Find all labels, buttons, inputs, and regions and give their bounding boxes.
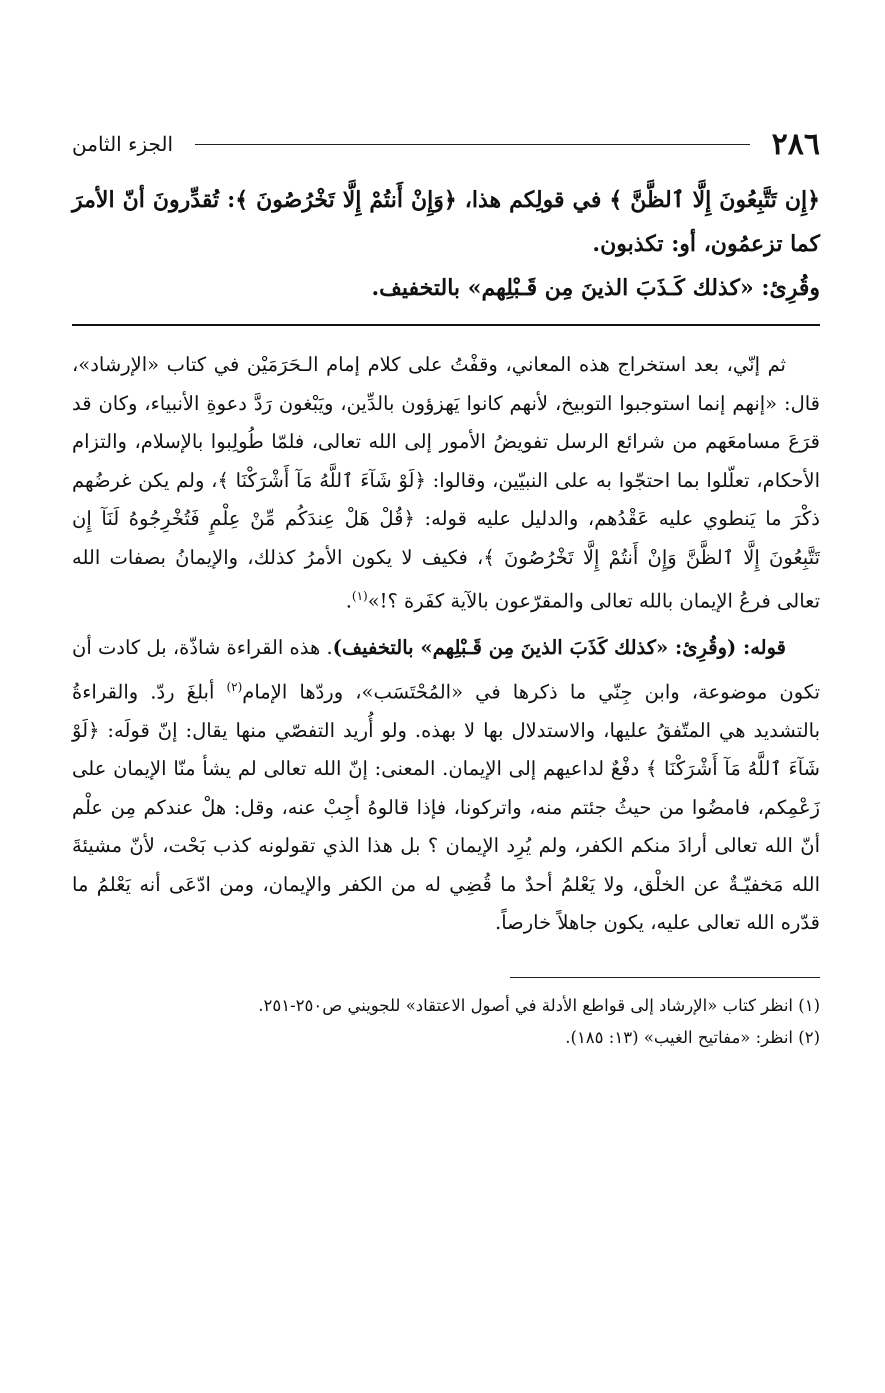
main-text-paragraph-1: ﴿إِن تَتَّبِعُونَ إِلَّا ٱلظَّنَّ ﴾ في قولِكم هذا، ﴿وَإِنْ أَنتُمْ إِلَّا تَخْرُصُونَ ﴾: تُقدِّرونَ أنّ الأمرَ كما تزعمُون، أو: تكذبون. [72, 187, 820, 257]
header-rule [195, 144, 750, 145]
commentary-paragraph-2-text-b: أبلغَ ردّ. والقراءةُ بالتشديد هي المتّفقُ عليها، والاستدلال بها لا بهذه. ولو أُريد التفصّي منها يقال: إنّ قولَه: ﴿لَوْ شَآءَ ٱللَّهُ مَآ أَشْرَكْنَا ﴾ دفْعٌ لداعيهم إلى الإيمان. المعنى: إنّ الله تعالى لم يشأ منّا الإيمان على زَعْمِكم، فامضُوا من حيثُ جئتم منه، واتركونا، فإذا قالوهُ أجِبْ عنه، وقل: هلْ عندكم مِن علْم أنّ الله تعالى أرادَ منكم الكفر، ولم يُرِد الإيمان ؟ بل هذا الذي تقولونه كذب بَحْت، لأنّ مشيئةَ الله مَخفيّـةٌ عن الخلْق، ولا يَعْلمُ أحدٌ ما قُضِي له من الكفر والإيمان، ومن ادّعَى أنه يَعْلمُ ما قدّره الله تعالى عليه، يكون جاهلاً خارصاً. [72, 680, 820, 934]
commentary-paragraph-1-text: ثم إنّي، بعد استخراج هذه المعاني، وقفْتُ على كلام إمام الـحَرَمَيْن في كتاب «الإرشاد»، قال: «إنهم إنما استوجبوا التوبيخ، لأنهم كانوا يَهزؤون بالدِّين، ويَبْغون رَدَّ دعوةِ الأنبياء، وكان قد قرَعَ مسامعَهم من شرائع الرسل تفويضُ الأمور إلى الله تعالى، فلمّا طُولِبوا بالإسلام، والتزام الأحكام، تعلّلوا بما احتجّوا به على النبيّين، وقالوا: ﴿لَوْ شَآءَ ٱللَّهُ مَآ أَشْرَكْنَا ﴾، ولم يكن غرضُهم ذكْرَ ما يَنطوي عليه عَقْدُهم، والدليل عليه قوله: ﴿قُلْ هَلْ عِندَكُم مِّنْ عِلْمٍ فَتُخْرِجُوهُ لَنَآ إِن تَتَّبِعُونَ إِلَّا ٱلظَّنَّ وَإِنْ أَنتُمْ إِلَّا تَخْرُصُونَ ﴾، فكيف لا يكون الأمرُ كذلك، والإيمانُ بصفات الله تعالى فرعُ الإيمان بالله تعالى والمقرّعون بالآية كفَرة ؟!» [72, 353, 820, 613]
footnote-ref-2: (٢) [226, 679, 243, 694]
running-header [72, 120, 820, 168]
footnote-1: (١) انظر كتاب «الإرشاد إلى قواطع الأدلة في أصول الاعتقاد» للجويني ص٢٥٠-٢٥١. [258, 995, 820, 1015]
footnote-2: (٢) انظر: «مفاتيح الغيب» (١٣: ١٨٥). [565, 1027, 820, 1047]
main-text [72, 178, 820, 310]
commentary-paragraph-1-end: . [345, 589, 352, 613]
commentary-paragraph-1 [72, 346, 820, 621]
commentary [72, 346, 820, 943]
page-number: ٢٨٦ [771, 126, 820, 162]
commentary-paragraph-2-text-a: . هذه القراءة شاذّة، بل كادت أن تكون موضوعة، وابن جِنّي ما ذكرها في «المُحْتَسَب»، وردّها الإمام [72, 636, 820, 703]
part-title: الجزء الثامن [72, 132, 174, 156]
footnotes [72, 990, 820, 1054]
book-page [72, 120, 820, 1054]
main-text-paragraph-2: وقُرِئ: «كذلك كَـذَبَ الذينَ مِن قَـبْلِهم» بالتخفيف. [371, 275, 820, 301]
footnote-ref-1: (١) [351, 589, 368, 603]
commentary-paragraph-2 [72, 629, 820, 943]
footnote-divider [510, 977, 820, 978]
main-text-divider [72, 324, 820, 326]
commentary-lemma: قوله: (وقُرِئ: «كذلك كَذَبَ الذينَ مِن قَـبْلِهم» بالتخفيف) [332, 636, 787, 659]
